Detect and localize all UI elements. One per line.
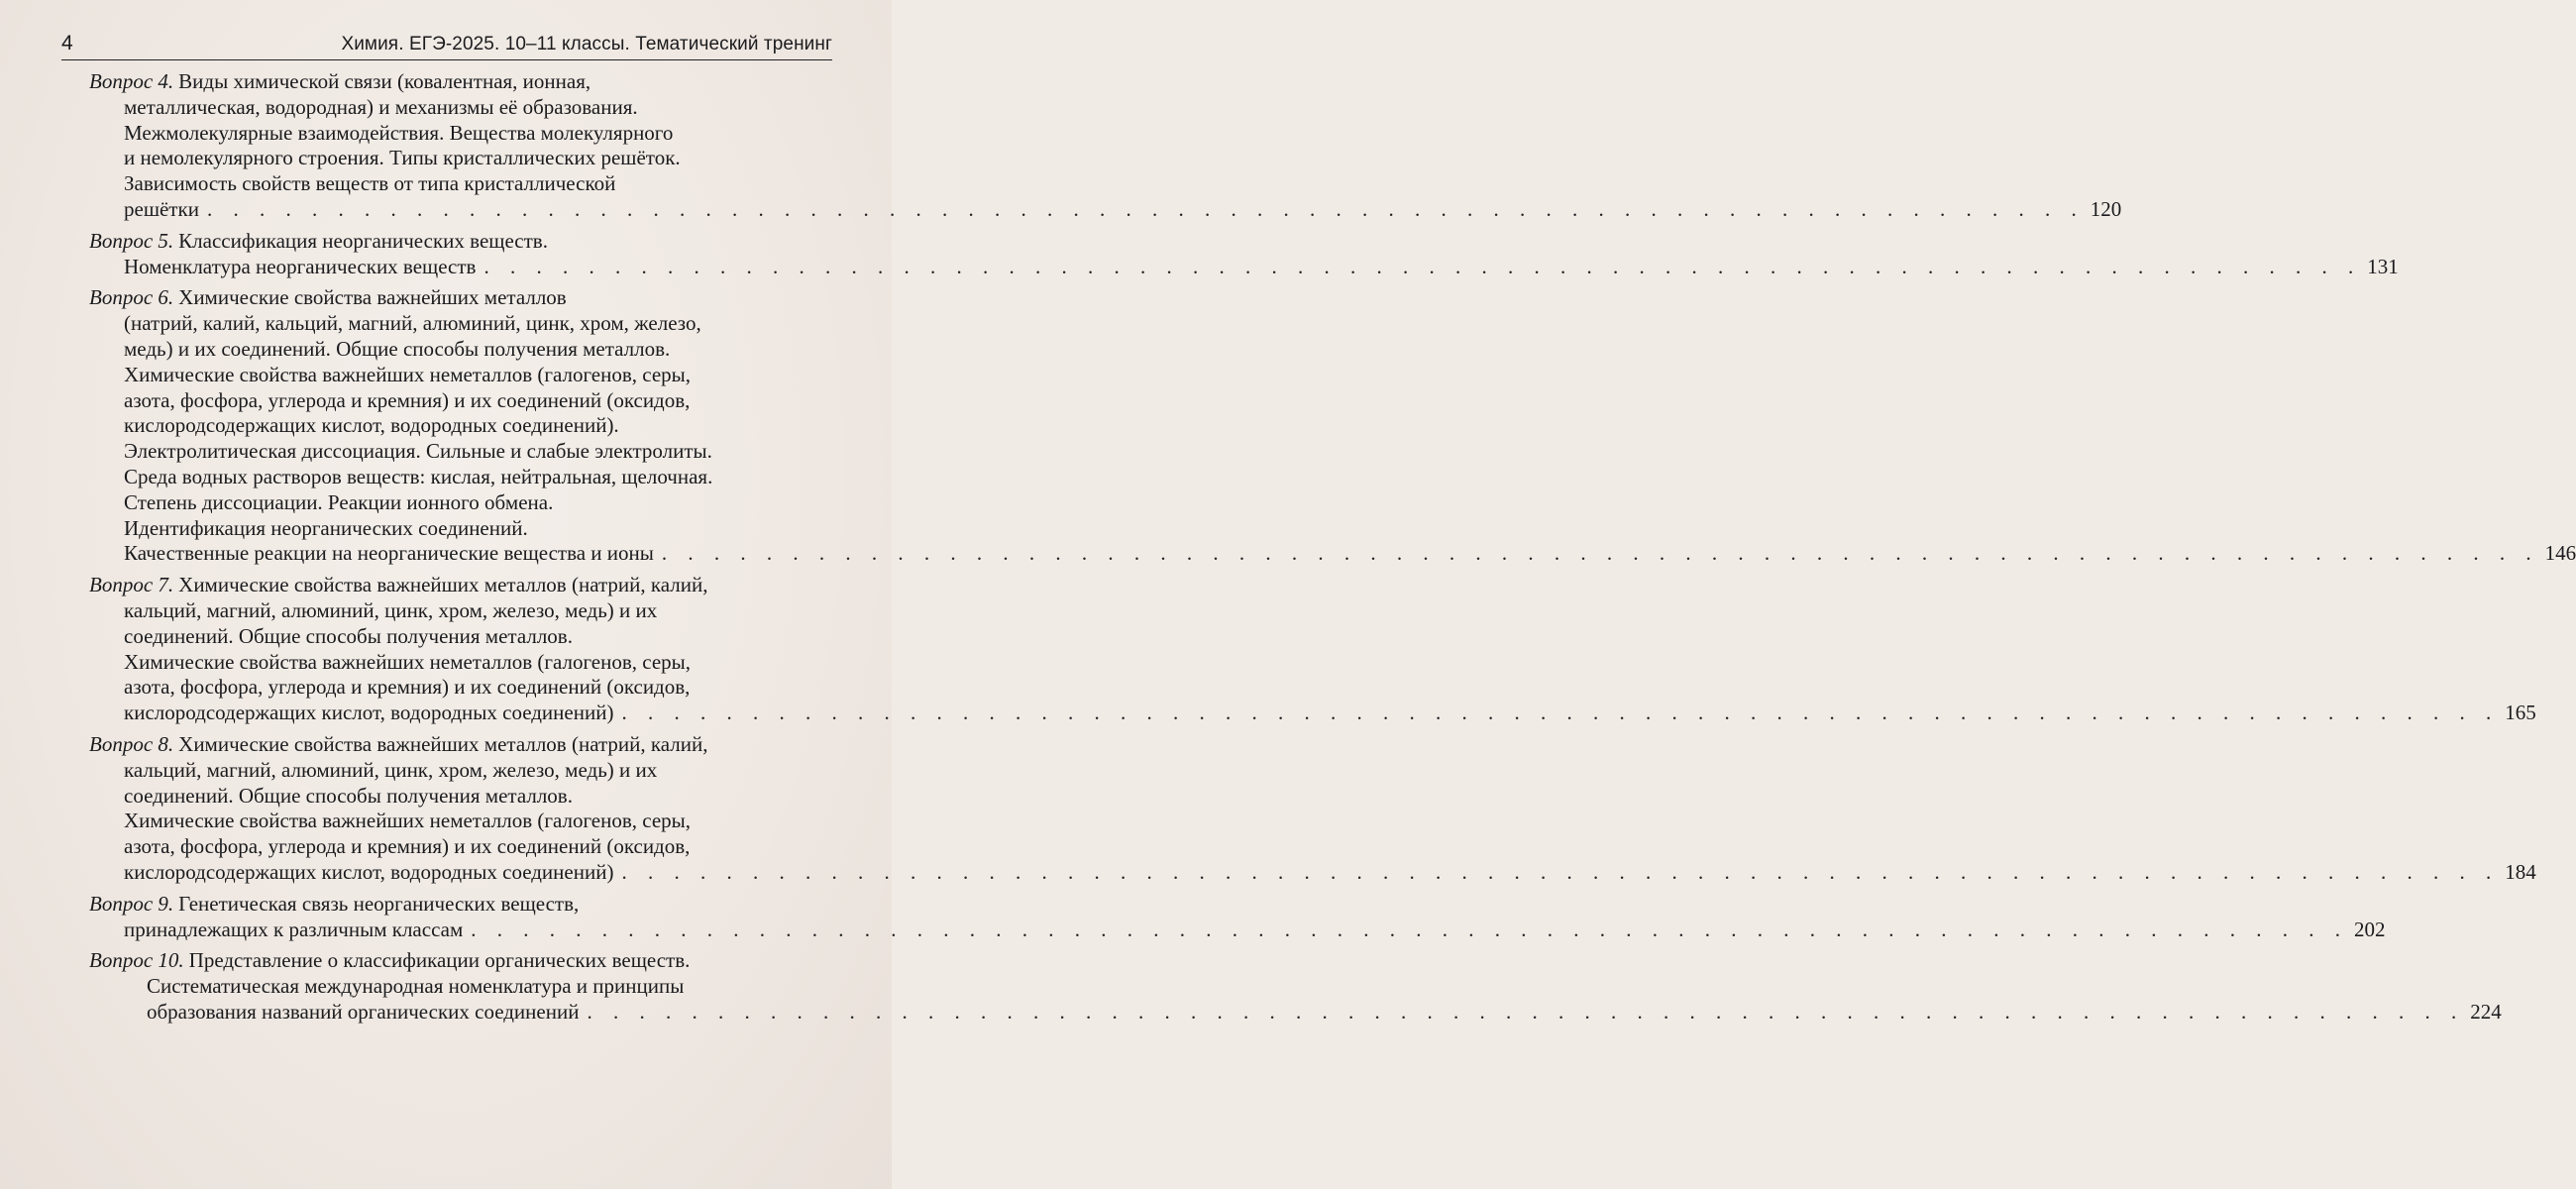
toc-page-number: 120	[2090, 196, 2122, 221]
dot-leader	[621, 701, 2499, 724]
dot-leader	[483, 255, 2361, 278]
toc-entry	[89, 228, 2399, 280]
question-label: Вопрос 8.	[89, 731, 174, 756]
toc-entry-last-text: кислородсодержащих кислот, водородных соединений)	[124, 701, 614, 725]
table-of-contents	[89, 69, 2576, 1031]
question-label: Вопрос 10.	[89, 948, 184, 973]
question-title: Химические свойства важнейших металлов	[178, 285, 567, 310]
toc-entry-last-text: Качественные реакции на неорганические вещества и ионы	[124, 541, 654, 566]
toc-entry	[89, 891, 2386, 943]
toc-entry-last-line	[89, 196, 2122, 223]
dot-leader	[471, 918, 2348, 941]
toc-entry-line: Химические свойства важнейших неметаллов (галогенов, серы,	[124, 809, 692, 833]
toc-entry	[89, 573, 2536, 726]
toc-entry-line: кислородсодержащих кислот, водородных соединений).	[124, 413, 619, 438]
toc-entry-last-text: кислородсодержащих кислот, водородных соединений)	[124, 859, 614, 884]
question-label: Вопрос 4.	[89, 69, 174, 93]
question-label: Вопрос 6.	[89, 285, 174, 310]
toc-entry-line: Электролитическая диссоциация. Сильные и слабые электролиты.	[124, 439, 712, 464]
question-title: Представление о классификации органических веществ.	[188, 948, 691, 973]
question-label: Вопрос 7.	[89, 573, 174, 597]
toc-entry-line: кальций, магний, алюминий, цинк, хром, железо, медь) и их	[124, 757, 658, 782]
question-title: Генетическая связь неорганических веществ,	[178, 891, 580, 916]
toc-entry-last-line	[89, 999, 2502, 1026]
toc-entry-last-text: образования названий органических соединений	[147, 999, 580, 1024]
question-title: Химические свойства важнейших металлов (натрий, калий,	[178, 731, 708, 756]
toc-entry-last-text: решётки	[124, 196, 199, 221]
toc-page-number: 165	[2505, 701, 2536, 725]
dot-leader	[587, 1000, 2464, 1024]
toc-entry-line: азота, фосфора, углерода и кремния) и их соединений (оксидов,	[124, 675, 691, 700]
toc-page-number: 202	[2354, 917, 2386, 941]
toc-entry-line: Идентификация неорганических соединений.	[124, 515, 528, 540]
toc-page-number: 146	[2544, 541, 2576, 566]
toc-entry-last-text: принадлежащих к различным классам	[124, 917, 464, 941]
running-title: Химия. ЕГЭ-2025. 10–11 классы. Тематический тренинг	[341, 34, 832, 54]
question-title: Химические свойства важнейших металлов (натрий, калий,	[178, 573, 708, 597]
toc-entry-first-line	[89, 892, 820, 918]
toc-page-number: 224	[2470, 999, 2502, 1024]
toc-page-number: 131	[2367, 254, 2399, 278]
toc-entry-last-text: Номенклатура неорганических веществ	[124, 254, 477, 278]
question-title: Виды химической связи (ковалентная, ионная,	[178, 69, 591, 93]
toc-entry-line: кальций, магний, алюминий, цинк, хром, железо, медь) и их	[124, 597, 658, 622]
toc-entry-last-line	[89, 917, 2386, 943]
toc-entry-last-line	[89, 541, 2576, 567]
question-label: Вопрос 9.	[89, 891, 174, 916]
page-number: 4	[61, 32, 73, 54]
toc-entry-first-line	[89, 229, 820, 255]
toc-entry-line: соединений. Общие способы получения металлов.	[124, 783, 573, 808]
toc-entry-line: Химические свойства важнейших неметаллов (галогенов, серы,	[124, 362, 692, 386]
toc-entry-line: металлическая, водородная) и механизмы её образования.	[124, 94, 638, 119]
toc-entry-first-line	[89, 285, 820, 311]
toc-entry-line: Зависимость свойств веществ от типа кристаллической	[124, 171, 616, 196]
toc-entry	[89, 948, 2502, 1025]
page-header	[61, 30, 832, 60]
toc-entry-line: азота, фосфора, углерода и кремния) и их соединений (оксидов,	[124, 834, 691, 859]
toc-entry-first-line	[89, 573, 820, 598]
toc-entry-last-line	[89, 859, 2536, 886]
toc-entry-line: Систематическая международная номенклатура и принципы	[147, 974, 685, 999]
toc-entry-first-line	[89, 69, 820, 95]
toc-entry-line: (натрий, калий, кальций, магний, алюминий, цинк, хром, железо,	[124, 311, 701, 336]
dot-leader	[662, 541, 2539, 565]
toc-entry	[89, 285, 2576, 567]
toc-entry-line: Среда водных растворов веществ: кислая, нейтральная, щелочная.	[124, 464, 713, 488]
toc-entry-last-line	[89, 701, 2536, 726]
toc-entry	[89, 731, 2536, 886]
toc-entry-line: Межмолекулярные взаимодействия. Вещества молекулярного	[124, 120, 674, 145]
dot-leader	[621, 860, 2499, 884]
toc-entry-line: и немолекулярного строения. Типы кристаллических решёток.	[124, 146, 681, 170]
question-title: Классификация неорганических веществ.	[178, 228, 548, 253]
toc-page-number: 184	[2505, 859, 2536, 884]
toc-entry-line: медь) и их соединений. Общие способы получения металлов.	[124, 336, 671, 361]
dot-leader	[207, 197, 2085, 221]
toc-entry-last-line	[89, 254, 2399, 280]
toc-entry-line: азота, фосфора, углерода и кремния) и их соединений (оксидов,	[124, 387, 691, 412]
toc-entry-first-line	[89, 948, 820, 974]
toc-entry-line: соединений. Общие способы получения металлов.	[124, 623, 573, 648]
toc-entry-line: Химические свойства важнейших неметаллов (галогенов, серы,	[124, 649, 692, 674]
toc-entry-line: Степень диссоциации. Реакции ионного обмена.	[124, 489, 554, 514]
question-label: Вопрос 5.	[89, 228, 174, 253]
toc-entry-first-line	[89, 732, 820, 758]
toc-entry	[89, 69, 2122, 223]
